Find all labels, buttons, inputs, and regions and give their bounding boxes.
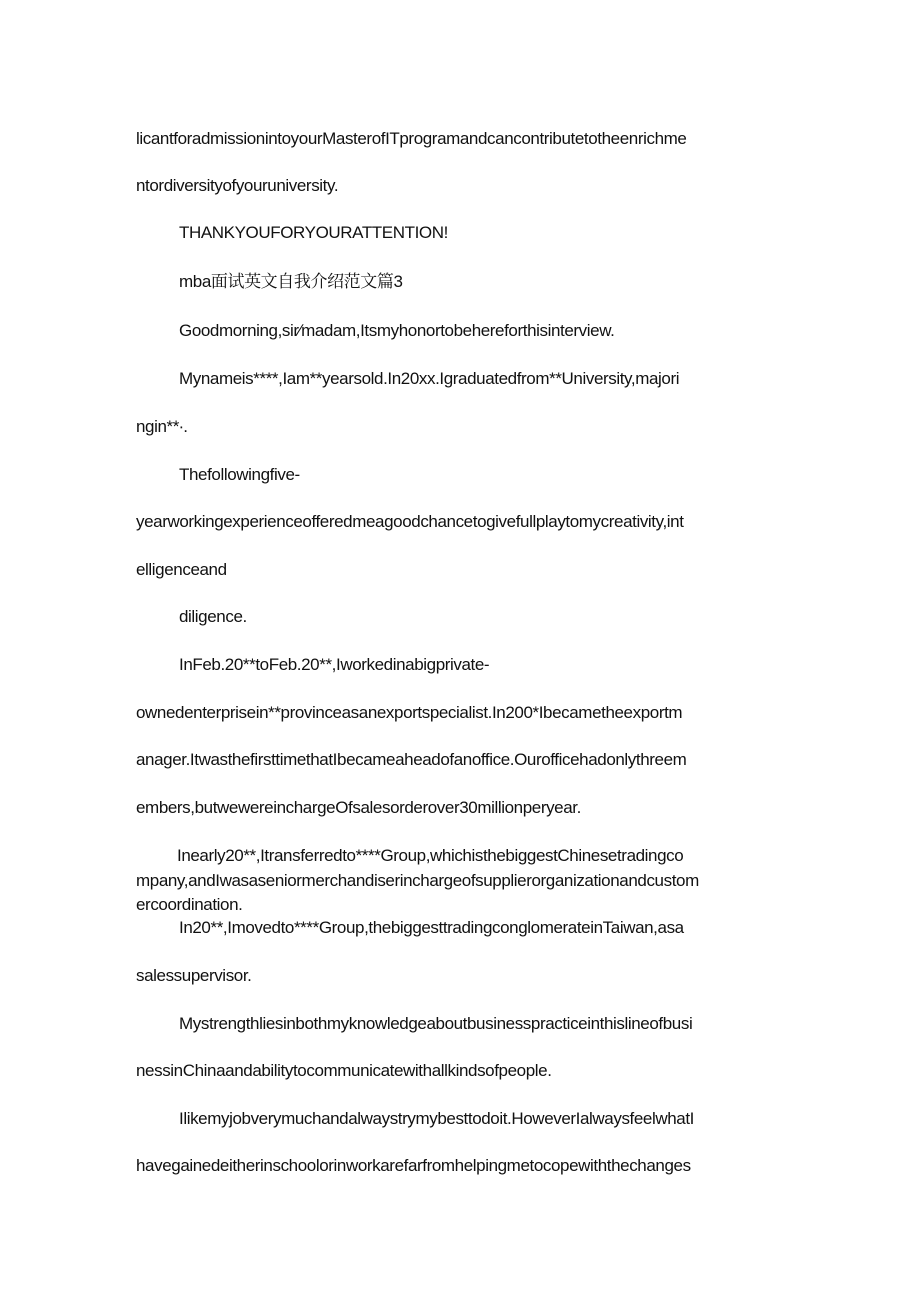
section-heading: mba面试英文自我介绍范文篇3	[179, 272, 403, 291]
text-line: yearworkingexperienceofferedmeagoodchancetogivefullplaytomycreativity,int	[136, 512, 684, 531]
text-line: nessinChinaandabilitytocommunicatewithallkindsofpeople.	[136, 1061, 552, 1080]
text-line: ntordiversityofyouruniversity.	[136, 176, 339, 195]
text-line: Goodmorning,sir∕madam,Itsmyhonortobehereforthisinterview.	[179, 321, 615, 340]
text-line: elligenceand	[136, 560, 227, 579]
text-line: mpany,andIwasaseniormerchandiserinchargeofsupplierorganizationandcustom	[136, 871, 699, 890]
text-line: InFeb.20**toFeb.20**,Iworkedinabigprivate-	[179, 655, 490, 674]
text-line: ercoordination.	[136, 895, 243, 914]
text-line: In20**,Imovedto****Group,thebiggesttradingconglomerateinTaiwan,asa	[179, 918, 684, 937]
text-line: ownedenterprisein**provinceasanexportspecialist.In200*Ibecametheexportm	[136, 703, 683, 722]
text-line: ngin**∙.	[136, 417, 188, 436]
text-line: Mynameis****,Iam**yearsold.In20xx.Igraduatedfrom**University,majori	[179, 369, 680, 388]
text-line: anager.ItwasthefirsttimethatIbecameaheadofanoffice.Ourofficehadonlythreem	[136, 750, 687, 769]
text-line: salessupervisor.	[136, 966, 252, 985]
text-line: Thefollowingfive-	[179, 465, 300, 484]
text-line: havegainedeitherinschoolorinworkarefarfromhelpingmetocopewiththechanges	[136, 1156, 691, 1175]
text-line: Inearly20**,Itransferredto****Group,whichisthebiggestChinesetradingco	[177, 846, 684, 865]
text-line: Ilikemyjobverymuchandalwaystrymybesttodoit.HoweverIalwaysfeelwhatI	[179, 1109, 694, 1128]
text-line: licantforadmissionintoyourMasterofITprogramandcancontributetotheenrichme	[136, 129, 687, 148]
text-line: Mystrengthliesinbothmyknowledgeaboutbusinesspracticeinthislineofbusi	[179, 1014, 693, 1033]
text-line: diligence.	[179, 607, 247, 626]
text-line: THANKYOUFORYOURATTENTION!	[179, 223, 448, 242]
text-line: embers,butwewereinchargeOfsalesorderover30millionperyear.	[136, 798, 581, 817]
